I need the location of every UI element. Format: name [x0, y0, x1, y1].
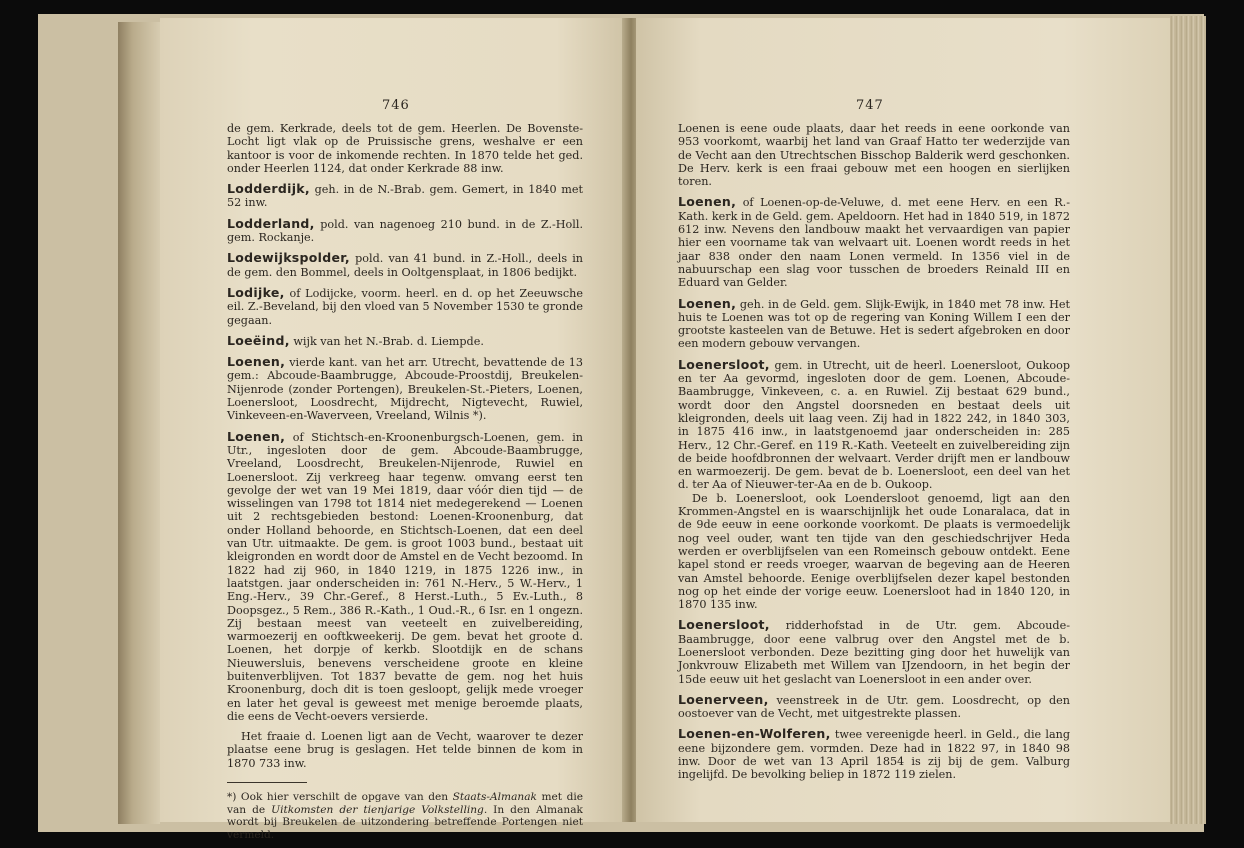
footnote: *) Ook hier verschilt de opgave van den Staats-Almanak met die van de Uitkomsten der tienjarige Volkstelling. In den Almanak wordt bij Breukelen de uitzondering betreffende Portengen niet vermeld.: [227, 791, 584, 841]
headword: Lodderland,: [227, 215, 315, 231]
entry: Loenen, of Stichtsch-en-Kroonenburgsch-Loenen, gem. in Utr., ingesloten door de gem. Abcoude-Baambrugge, Vreeland, Loosdrecht, Breukelen-Nijenrode, Ruwiel en Loenersloot. Zij verkreeg haar tegenw. omvang eerst ten gevolge der wet van 19 Mei 1819, daar vóór dien tijd — de wisselingen van 1798 tot 1814 niet medegerekend — Loenen uit 2 rechtsgebieden bestond: Loenen-Kroonenburg, dat onder Holland behoorde, en Stichtsch-Loenen, dat een deel van Utr. uitmaakte. De gem. is groot 1003 bund., bestaat uit kleigronden en wordt door de Amstel en de Vecht bezoomd. In 1822 had zij 960, in 1840 1219, in 1875 1226 inw., in laatstgen. jaar onderscheiden in: 761 N.-Herv., 5 W.-Herv., 1 Eng.-Herv., 39 Chr.-Geref., 8 Herst.-Luth., 5 Ev.-Luth., 8 Doopsgez., 5 Rem., 386 R.-Kath., 1 Oud.-R., 6 Isr. en 1 ongezn. Zij bestaan meest van veeteelt en zuivelbereiding, warmoezerij en ooftkweekerij. De gem. bevat het groote d. Loenen, het dorpje of kerkb. Slootdijk en de schans Nieuwersluis, benevens verscheidene groote en kleine buitenverblijven. Tot 1837 bevatte de gem. nog het huis Kroonenburg, doch dit is toen gesloopt, gelijk mede vroeger en later het geval is geweest met menige beroemde plaats, die eens de Vecht-oevers versierde.: [227, 428, 583, 723]
headword: Loenen,: [678, 194, 737, 210]
entry: Loenen, of Loenen-op-de-Veluwe, d. met eene Herv. en een R.-Kath. kerk in de Geld. gem. Apeldoorn. Het had in 1840 519, in 1872 612 inw. Nevens den landbouw maakt het vervaardigen van papier hier een voorname tak van welvaart uit. Loenen wordt reeds in het jaar 838 onder den naam Lonen vermeld. In 1356 viel in de nabuurschap een slag voor tusschen de broeders Reinald III en Eduard van Gelder.: [678, 194, 1070, 290]
footnote-rule: [227, 782, 307, 783]
page-stack-right: [1170, 16, 1206, 824]
headword: Loenersloot,: [678, 356, 770, 372]
entry: Loeëind, wijk van het N.-Brab. d. Liempde.: [227, 332, 484, 348]
right-page: [636, 18, 1170, 822]
paragraph: De b. Loenersloot, ook Loendersloot genoemd, ligt aan den Krommen-Angstel en is waarschijnlijk het oude Lonaralaca, dat in de 9de eeuw in eene oorkonde voorkomt. De plaats is vermoedelijk nog veel ouder, want ten tijde van den geschiedschrijver Heda werden er overblijfselen van een Romeinsch gebouw ontdekt. Eene kapel stond er reeds vroeger, waarvan de begeving aan de Heeren van Amstel behoorde. Eenige overblijfselen dezer kapel bestonden nog op het einde der vorige eeuw. Loenersloot had in 1840 120, in 1870 135 inw.: [678, 491, 1070, 612]
headword: Lodderdijk,: [227, 181, 310, 197]
entry: Loenersloot, ridderhofstad in de Utr. gem. Abcoude-Baambrugge, door eene valbrug over den Angstel met de b. Loenersloot verbonden. Deze bezitting ging door het huwelijk van Jonkvrouw Elizabeth met Willem van IJzendoorn, in het begin der 15de eeuw uit het geslacht van Loenersloot in een ander over.: [678, 617, 1070, 686]
entry: Loenen, geh. in de Geld. gem. Slijk-Ewijk, in 1840 met 78 inw. Het huis te Loenen was tot op de regering van Koning Willem I een der grootste kasteelen van de Betuwe. Het is sedert afgebroken en door een modern gebouw vervangen.: [678, 295, 1070, 351]
headword: Loenen,: [678, 295, 737, 311]
entry: Loenerveen, veenstreek in de Utr. gem. Loosdrecht, op den oostoever van de Vecht, met uitgestrekte plassen.: [678, 691, 1070, 721]
page-number: 746: [382, 98, 410, 113]
headword: Lodijke,: [227, 284, 285, 300]
entry: Lodewijkspolder, pold. van 41 bund. in Z.-Holl., deels in de gem. den Bommel, deels in Ooltgensplaat, in 1806 bedijkt.: [227, 250, 583, 279]
headword: Loenerveen,: [678, 691, 769, 707]
headword: Loenersloot,: [678, 617, 770, 633]
paragraph: Het fraaie d. Loenen ligt aan de Vecht, waarover te dezer plaatse eene brug is geslagen. Het telde binnen de kom in 1870 733 inw.: [227, 730, 583, 770]
page-number: 747: [856, 98, 884, 113]
left-text-block: [227, 122, 583, 848]
headword: Loeëind,: [227, 332, 290, 348]
paragraph: de gem. Kerkrade, deels tot de gem. Heerlen. De Bovenste-Locht ligt vlak op de Pruissische grens, weshalve er een kantoor is voor de inkomende rechten. In 1870 telde het ged. onder Heerlen 1124, dat onder Kerkrade 88 inw.: [227, 122, 583, 175]
right-text-block: [678, 122, 1070, 789]
headword: Loenen-en-Wolferen,: [678, 726, 831, 742]
page-stack-left: [118, 22, 160, 824]
entry: Lodderland, pold. van nagenoeg 210 bund. in de Z.-Holl. gem. Rockanje.: [227, 215, 583, 245]
left-page: [160, 18, 626, 841]
entry: Loenersloot, gem. in Utrecht, uit de heerl. Loenersloot, Oukoop en ter Aa gevormd, ingesloten door de gem. Loenen, Abcoude-Baambrugge, Vinkeveen, c. a. en Ruwiel. Zij bestaat 629 bund., wordt door den Angstel doorsneden en bestaat deels uit kleigronden, deels uit laag veen. Zij had in 1822 242, in 1840 303, in 1875 416 inw., in laatstgenoemd jaar onderscheiden in: 285 Herv., 12 Chr.-Geref. en 119 R.-Kath. Veeteelt en zuivelbereiding zijn de beide hoofdbronnen der welvaart. Verder drijft men er landbouw en warmoezerij. De gem. bevat de b. Loenersloot, een deel van het d. ter Aa of Nieuwer-ter-Aa en de b. Oukoop.: [678, 356, 1070, 492]
entry: Loenen, vierde kant. van het arr. Utrecht, bevattende de 13 gem.: Abcoude-Baambrugge, Abcoude-Proostdij, Breukelen-Nijenrode (zonder Portengen), Breukelen-St.-Pieters, Loenen, Loenersloot, Loosdrecht, Mijdrecht, Nigtevecht, Ruwiel, Vinkeveen-en-Waverveen, Vreeland, Wilnis *).: [227, 354, 583, 423]
paragraph: Loenen is eene oude plaats, daar het reeds in eene oorkonde van 953 voorkomt, waarbij het land van Graaf Hatto ter wederzijde van de Vecht aan den Utrechtschen Bisschop Balderik werd geschonken. De Herv. kerk is een fraai gebouw met een hoogen en sierlijken toren.: [678, 122, 1070, 189]
entry: Loenen-en-Wolferen, twee vereenigde heerl. in Geld., die lang eene bijzondere gem. vormden. Deze had in 1822 97, in 1840 98 inw. Door de wet van 13 April 1854 is zij bij de gem. Valburg ingelijfd. De bevolking beliep in 1872 119 zielen.: [678, 726, 1070, 782]
entry: Lodderdijk, geh. in de N.-Brab. gem. Gemert, in 1840 met 52 inw.: [227, 181, 583, 210]
headword: Lodewijkspolder,: [227, 250, 350, 266]
entry: Lodijke, of Lodijcke, voorm. heerl. en d. op het Zeeuwsche eil. Z.-Beveland, bij den vloed van 5 November 1530 te gronde gegaan.: [227, 284, 583, 327]
headword: Loenen,: [227, 354, 286, 370]
headword: Loenen,: [227, 428, 286, 444]
